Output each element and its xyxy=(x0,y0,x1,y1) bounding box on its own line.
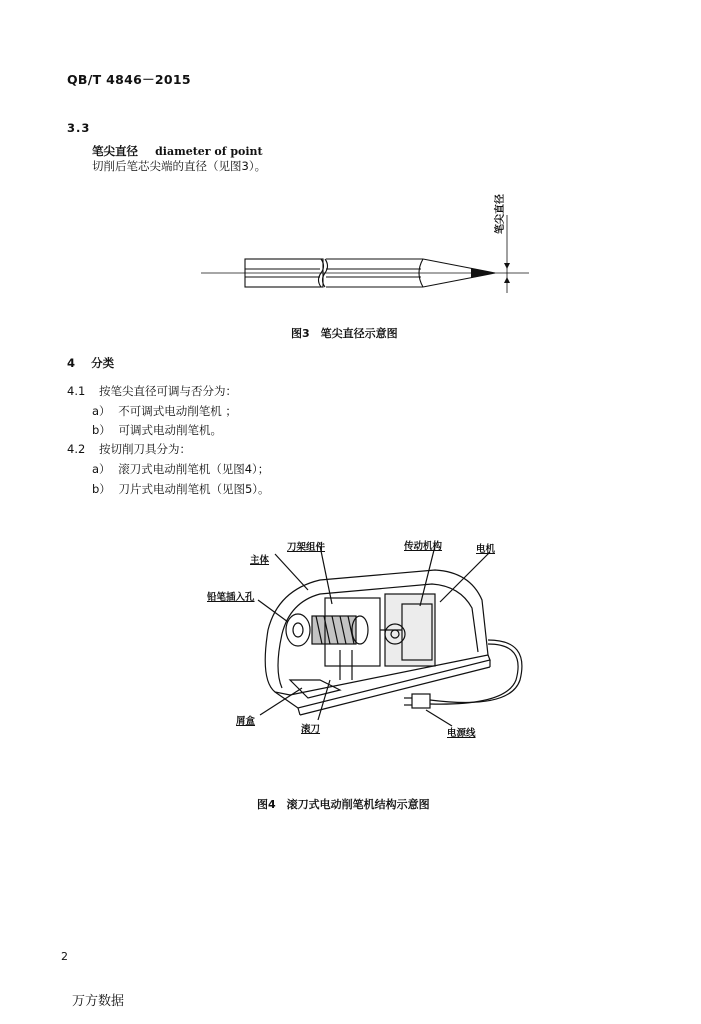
list-text: 滚刀式电动削笔机（见图4）； xyxy=(118,462,270,476)
list-marker: a） xyxy=(92,462,111,476)
section-3-3-number: 3.3 xyxy=(67,121,91,135)
term-zh: 笔尖直径 xyxy=(92,144,138,158)
section-4-1 xyxy=(67,383,237,399)
list-marker: b） xyxy=(92,423,111,437)
list-text: 可调式电动削笔机。 xyxy=(118,423,222,437)
section-4-2-text: 按切削刀具分为： xyxy=(98,442,191,456)
figure3-caption: 图3 笔尖直径示意图 xyxy=(291,327,398,340)
list-item xyxy=(92,481,270,497)
list-marker: b） xyxy=(92,482,111,496)
label-blade-holder: 刀架组件 xyxy=(287,542,326,553)
tip-diameter-dimension-label: 笔尖直径 xyxy=(495,194,506,234)
term-en: diameter of point xyxy=(155,145,263,158)
label-transmission: 传动机构 xyxy=(404,541,443,552)
term-definition: 切削后笔芯尖端的直径（见图3）。 xyxy=(92,159,267,173)
section-4-heading xyxy=(67,352,114,371)
list-item xyxy=(92,461,269,477)
label-power-cord: 电源线 xyxy=(447,728,476,739)
page-number: 2 xyxy=(61,950,68,963)
section-4-2-number: 4.2 xyxy=(67,442,86,456)
list-item xyxy=(92,422,222,438)
label-pencil-inlet: 铅笔插入孔 xyxy=(207,592,255,603)
section-4-1-text: 按笔尖直径可调与否分为： xyxy=(98,384,237,398)
list-item xyxy=(92,403,237,419)
label-shavings-box: 屑盒 xyxy=(236,716,256,727)
section-4-title: 分类 xyxy=(91,356,115,370)
list-text: 刀片式电动削笔机（见图5）。 xyxy=(118,482,270,496)
label-main-body: 主体 xyxy=(250,555,270,566)
label-motor: 电机 xyxy=(476,544,496,555)
list-marker: a） xyxy=(92,404,111,418)
watermark-text: 万方数据 xyxy=(72,994,125,1009)
section-4-1-number: 4.1 xyxy=(67,384,86,398)
figure4-caption: 图4 滚刀式电动削笔机结构示意图 xyxy=(257,798,430,811)
label-hob: 滚刀 xyxy=(301,724,321,735)
section-4-number: 4 xyxy=(67,356,77,370)
standard-code-header: QB/T 4846－2015 xyxy=(67,72,191,87)
figure3-pencil-diagram xyxy=(195,175,535,295)
list-text: 不可调式电动削笔机 ； xyxy=(118,404,237,418)
section-4-2 xyxy=(67,441,191,457)
term-heading xyxy=(92,140,263,159)
